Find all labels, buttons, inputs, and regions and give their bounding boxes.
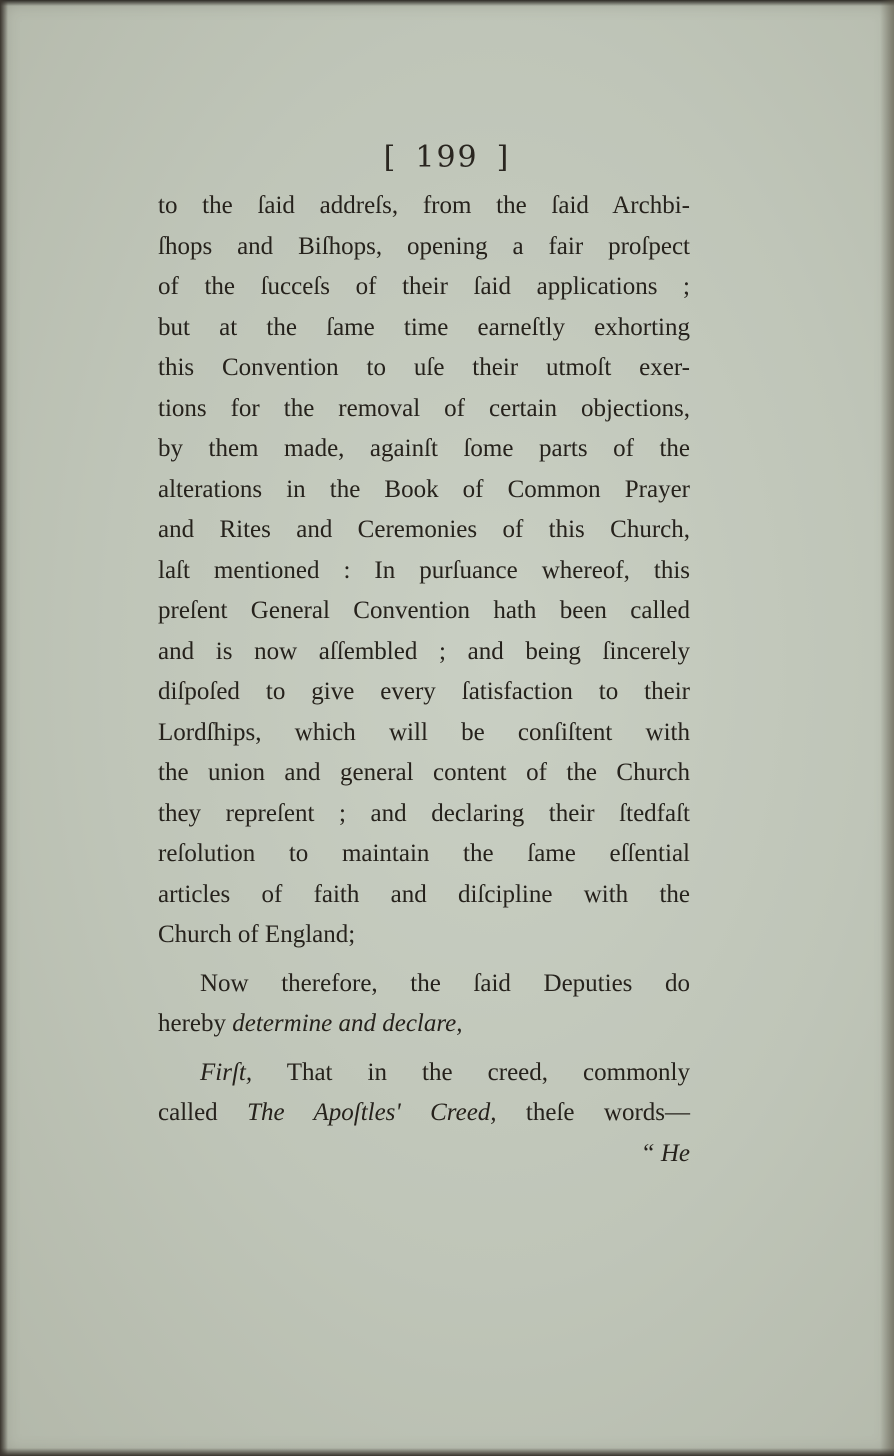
- text-line: and Rites and Ceremonies of this Church,: [158, 516, 690, 543]
- text-run: called: [158, 1099, 248, 1126]
- text-line: [158, 1093, 690, 1134]
- text-run: hereby: [158, 1010, 233, 1037]
- page-header: [0, 140, 894, 175]
- text-line: by them made, againſt ſome parts of the: [158, 435, 690, 462]
- text-line: and is now aſſembled ; and being ſincerely: [158, 637, 690, 665]
- header-bracket-close: ]: [496, 140, 511, 175]
- text-line: Now therefore, the ſaid Deputies do: [200, 969, 690, 997]
- text-line: they repreſent ; and declaring their ſtedfaſt: [158, 799, 690, 827]
- text-line: [158, 1004, 690, 1045]
- page-number: 199: [415, 140, 479, 175]
- text-line: this Convention to uſe their utmoſt exer-: [158, 354, 690, 381]
- text-run: theſe words—: [496, 1099, 690, 1126]
- text-line: [158, 1053, 690, 1094]
- page-edge-top: [0, 0, 894, 6]
- italic-run: Firſt,: [200, 1058, 253, 1086]
- text-line: diſpoſed to give every ſatisfaction to their: [158, 678, 690, 705]
- text-line: preſent General Convention hath been called: [158, 597, 690, 624]
- text-line: laſt mentioned : In purſuance whereof, this: [158, 556, 690, 584]
- text-line: articles of faith and diſcipline with the: [158, 880, 690, 908]
- italic-run: The Apoſtles' Creed,: [247, 1099, 497, 1126]
- text-line: the union and general content of the Church: [158, 759, 690, 786]
- text-line: tions for the removal of certain objections,: [158, 394, 690, 422]
- page-edge-left: [0, 0, 8, 1456]
- text-line: reſolution to maintain the ſame eſſential: [158, 840, 690, 867]
- text-line: ſhops and Biſhops, opening a fair proſpect: [158, 232, 690, 260]
- page-edge-bottom: [0, 1448, 894, 1456]
- text-line: Church of England;: [158, 921, 356, 948]
- body-text: [158, 186, 690, 1174]
- italic-run: determine and declare,: [232, 1010, 463, 1037]
- text-line: of the ſucceſs of their ſaid applications ;: [158, 273, 690, 300]
- text-line: alterations in the Book of Common Prayer: [158, 475, 690, 503]
- text-run: That in the creed, commonly: [252, 1058, 690, 1086]
- text-line: to the ſaid addreſs, from the ſaid Archbi-: [158, 192, 690, 219]
- catchword-text: “ He: [640, 1139, 690, 1167]
- text-line: Lordſhips, which will be conſiſtent with: [158, 718, 690, 746]
- text-line: but at the ſame time earneſtly exhorting: [158, 313, 690, 341]
- header-bracket-open: [: [383, 140, 398, 175]
- page-edge-right: [880, 0, 894, 1456]
- catchword: [158, 1134, 690, 1175]
